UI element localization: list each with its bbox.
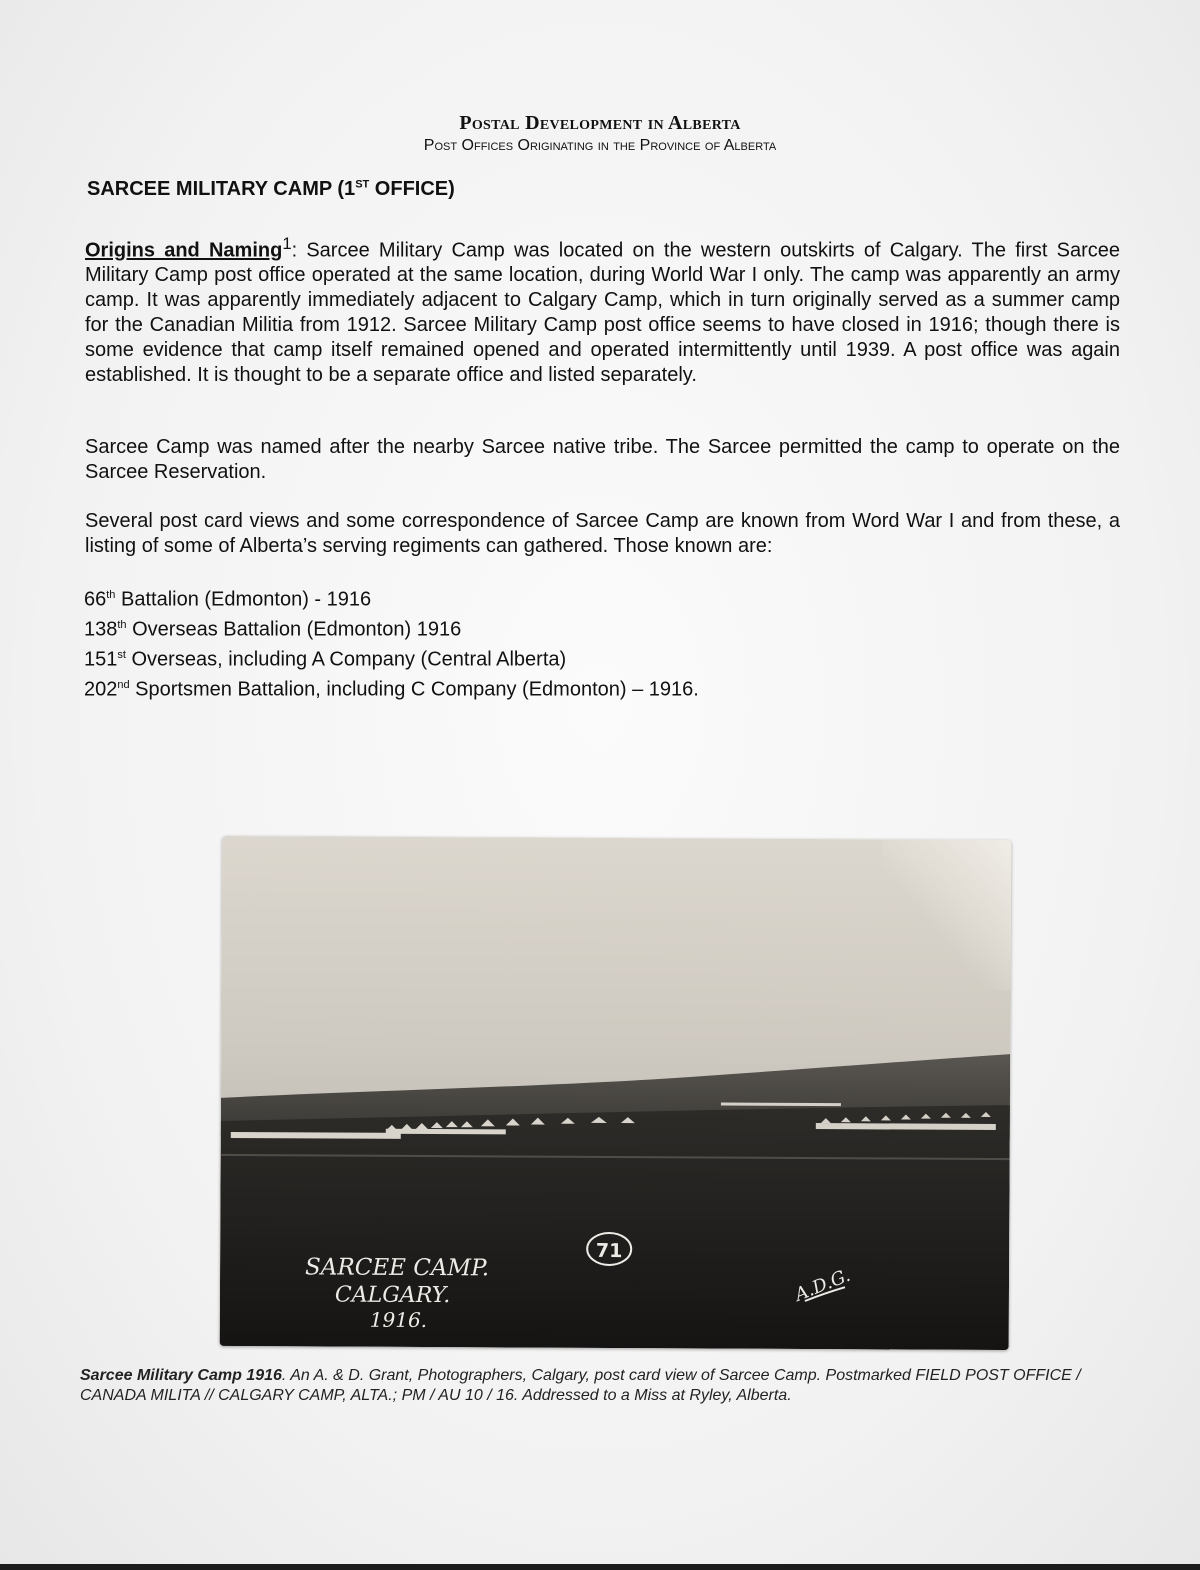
regiment-number: 138 xyxy=(84,618,118,641)
postcard-inscription-line3: 1916. xyxy=(369,1307,428,1333)
origins-paragraph xyxy=(85,232,1120,387)
origins-paragraph-text: : Sarcee Military Camp was located on the western outskirts of Calgary. The first Sarcee Military Camp post office operated at the same location, during World War I only. The camp was apparently an army camp. It was apparently immediately adjacent to Calgary Camp, which in turn originally served as a summer camp for the Canadian Militia from 1912. Sarcee Military Camp post office seems to have closed in 1916; though there is some evidence that camp itself remained opened and operated intermittently until 1939. A post office was again established. It is thought to be a separate office and listed separately. xyxy=(85,239,1120,386)
postcard-photo xyxy=(220,836,1012,1350)
postcard-photo-image xyxy=(220,836,1012,1350)
origins-heading: Origins and Naming xyxy=(85,239,283,262)
postcard-inscription-line2: CALGARY. xyxy=(334,1282,451,1309)
regiment-text: Battalion (Edmonton) - 1916 xyxy=(115,588,372,611)
footnote-marker: 1 xyxy=(282,234,292,253)
section-title-superscript: ST xyxy=(355,178,370,191)
photo-caption xyxy=(80,1366,1120,1406)
page-subtitle: Post Offices Originating in the Province of Alberta xyxy=(423,137,777,154)
regiment-item xyxy=(84,673,699,703)
regiment-item xyxy=(84,583,699,613)
regiment-ordinal: th xyxy=(106,589,116,601)
page-title: Postal Development in Alberta xyxy=(459,112,741,134)
regiment-item xyxy=(84,613,699,643)
postcard-number: 71 xyxy=(595,1239,623,1263)
regiment-number: 151 xyxy=(84,648,118,671)
regiment-text: Overseas, including A Company (Central Alberta) xyxy=(125,648,567,671)
naming-paragraph: Sarcee Camp was named after the nearby Sarcee native tribe. The Sarcee permitted the camp to operate on the Sarcee Reservation. xyxy=(85,436,1120,483)
caption-lead: Sarcee Military Camp 1916 xyxy=(80,1367,282,1384)
photographer-signature: A.D.G. xyxy=(791,1264,854,1306)
section-title-end: OFFICE) xyxy=(369,178,455,200)
regiment-item xyxy=(84,643,699,673)
regiment-number: 202 xyxy=(84,678,118,701)
caption-text: . An A. & D. Grant, Photographers, Calgary, post card view of Sarcee Camp. Postmarked FIELD POST OFFICE / CANADA MILITA // CALGARY CAMP, ALTA.; PM / AU 10 / 16. Addressed to a Miss at Ryley, Alberta. xyxy=(80,1367,1081,1404)
regiment-ordinal: nd xyxy=(117,678,130,691)
section-title-start: SARCEE MILITARY CAMP (1 xyxy=(87,178,356,200)
regiment-text: Sportsmen Battalion, including C Company (Edmonton) – 1916. xyxy=(129,678,699,701)
regiment-list xyxy=(84,583,699,702)
regiment-ordinal: th xyxy=(117,618,127,631)
section-title xyxy=(87,178,455,201)
page-header xyxy=(0,112,1200,155)
regiment-number: 66 xyxy=(84,588,107,611)
regiment-text: Overseas Battalion (Edmonton) 1916 xyxy=(126,618,462,641)
postcards-paragraph: Several post card views and some correspondence of Sarcee Camp are known from Word War I and from these, a listing of some of Alberta’s serving regiments can gathered. Those known are: xyxy=(85,510,1120,557)
scan-bottom-edge xyxy=(0,1564,1200,1570)
regiment-ordinal: st xyxy=(117,648,126,661)
postcard-inscription-line1: SARCEE CAMP. xyxy=(305,1254,490,1282)
